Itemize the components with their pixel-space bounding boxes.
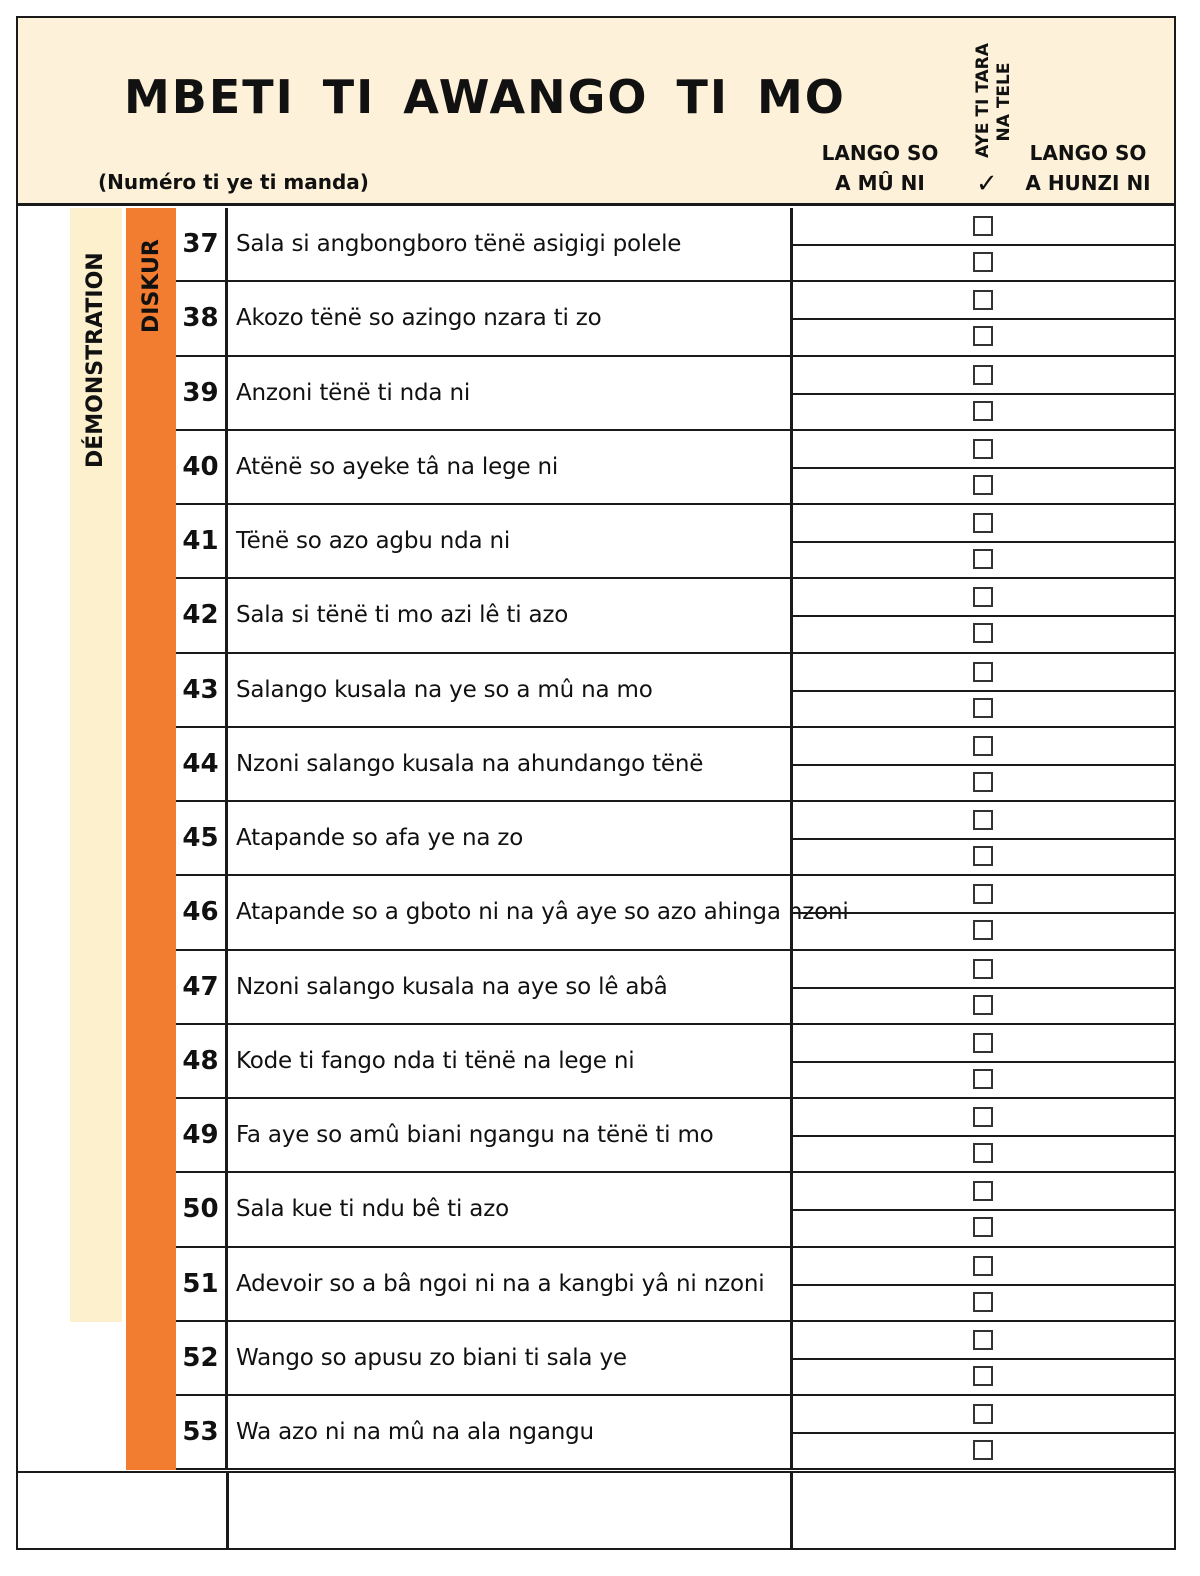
row-entry-area — [790, 951, 1174, 1023]
row-divider — [793, 1061, 1174, 1063]
exercise-checkbox[interactable] — [973, 1366, 993, 1386]
counsel-point-number: 48 — [176, 1025, 228, 1097]
counsel-point-number: 44 — [176, 728, 228, 800]
exercise-checkbox[interactable] — [973, 326, 993, 346]
exercise-checkbox[interactable] — [973, 995, 993, 1015]
column-header-exercise-done — [973, 43, 1015, 158]
row-entry-area — [790, 728, 1174, 800]
counsel-point-row — [176, 1173, 1174, 1247]
footer-divider — [226, 1473, 229, 1548]
row-divider — [793, 393, 1174, 395]
counsel-point-number: 41 — [176, 505, 228, 577]
counsel-point-text: Sala kue ti ndu bê ti azo — [236, 1196, 509, 1223]
counsel-point-number: 47 — [176, 951, 228, 1023]
exercise-checkbox[interactable] — [973, 1033, 993, 1053]
column-header-date-given-line2: A MÛ NI — [835, 171, 925, 195]
counsel-point-text: Wa azo ni na mû na ala ngangu — [236, 1419, 594, 1446]
exercise-checkbox[interactable] — [973, 662, 993, 682]
exercise-checkbox[interactable] — [973, 587, 993, 607]
exercise-checkbox[interactable] — [973, 810, 993, 830]
row-divider — [793, 318, 1174, 320]
row-divider — [793, 1284, 1174, 1286]
row-entry-area — [790, 1099, 1174, 1171]
checkmark-icon: ✓ — [976, 169, 998, 199]
form-footer — [18, 1471, 1174, 1548]
counsel-point-text: Sala si tënë ti mo azi lê ti azo — [236, 602, 569, 629]
counsel-point-text: Kode ti fango nda ti tënë na lege ni — [236, 1047, 635, 1074]
row-entry-area — [790, 1173, 1174, 1245]
category-label-diskur: DISKUR — [139, 239, 164, 333]
counsel-point-number: 50 — [176, 1173, 228, 1245]
counsel-form — [16, 16, 1176, 1550]
row-divider — [793, 467, 1174, 469]
counsel-point-text: Nzoni salango kusala na aye so lê abâ — [236, 973, 668, 1000]
counsel-point-row — [176, 951, 1174, 1025]
column-header-date-completed-line2: A HUNZI NI — [1025, 171, 1151, 195]
row-divider — [793, 615, 1174, 617]
counsel-point-list — [176, 208, 1174, 1470]
exercise-checkbox[interactable] — [973, 1404, 993, 1424]
counsel-point-number: 51 — [176, 1248, 228, 1320]
exercise-checkbox[interactable] — [973, 549, 993, 569]
row-entry-area — [790, 579, 1174, 651]
row-divider — [793, 244, 1174, 246]
form-title: MBETI TI AWANGO TI MO — [124, 70, 846, 124]
row-entry-area — [790, 282, 1174, 354]
exercise-checkbox[interactable] — [973, 772, 993, 792]
counsel-point-row — [176, 654, 1174, 728]
counsel-point-number: 42 — [176, 579, 228, 651]
counsel-point-row — [176, 1396, 1174, 1470]
counsel-point-text: Atapande so afa ye na zo — [236, 825, 524, 852]
row-divider — [793, 1135, 1174, 1137]
form-header — [18, 18, 1174, 206]
row-entry-area — [790, 357, 1174, 429]
counsel-point-number: 37 — [176, 208, 228, 280]
exercise-checkbox[interactable] — [973, 252, 993, 272]
column-header-date-given — [818, 138, 942, 198]
exercise-checkbox[interactable] — [973, 365, 993, 385]
exercise-checkbox[interactable] — [973, 1330, 993, 1350]
counsel-point-row — [176, 208, 1174, 282]
row-entry-area — [790, 1396, 1174, 1468]
counsel-point-row — [176, 876, 1174, 950]
counsel-point-row — [176, 282, 1174, 356]
counsel-point-text: Salango kusala na ye so a mû na mo — [236, 676, 653, 703]
exercise-checkbox[interactable] — [973, 1143, 993, 1163]
exercise-checkbox[interactable] — [973, 1217, 993, 1237]
row-divider — [793, 690, 1174, 692]
row-divider — [793, 987, 1174, 989]
exercise-checkbox[interactable] — [973, 1256, 993, 1276]
row-entry-area — [790, 1248, 1174, 1320]
exercise-checkbox[interactable] — [973, 846, 993, 866]
row-divider — [793, 1209, 1174, 1211]
counsel-point-text: Sala si angbongboro tënë asigigi polele — [236, 231, 682, 258]
counsel-point-text: Nzoni salango kusala na ahundango tënë — [236, 750, 704, 777]
counsel-point-text: Fa aye so amû biani ngangu na tënë ti mo — [236, 1122, 714, 1149]
exercise-checkbox[interactable] — [973, 1292, 993, 1312]
exercise-checkbox[interactable] — [973, 475, 993, 495]
category-bar-diskur — [126, 208, 176, 1470]
exercise-checkbox[interactable] — [973, 884, 993, 904]
exercise-checkbox[interactable] — [973, 439, 993, 459]
column-header-date-given-line1: LANGO SO — [821, 141, 939, 165]
counsel-point-row — [176, 579, 1174, 653]
counsel-point-number: 39 — [176, 357, 228, 429]
row-entry-area — [790, 505, 1174, 577]
row-entry-area — [790, 431, 1174, 503]
counsel-point-number: 46 — [176, 876, 228, 948]
counsel-point-number: 53 — [176, 1396, 228, 1468]
row-entry-area — [790, 208, 1174, 280]
counsel-point-row — [176, 505, 1174, 579]
row-divider — [793, 1358, 1174, 1360]
counsel-point-number: 49 — [176, 1099, 228, 1171]
row-divider — [793, 541, 1174, 543]
row-entry-area — [790, 1322, 1174, 1394]
exercise-checkbox[interactable] — [973, 216, 993, 236]
counsel-point-text: Akozo tënë so azingo nzara ti zo — [236, 305, 602, 332]
counsel-point-row — [176, 431, 1174, 505]
exercise-checkbox[interactable] — [973, 1107, 993, 1127]
counsel-point-row — [176, 1248, 1174, 1322]
counsel-point-row — [176, 357, 1174, 431]
category-label-demonstration: DÉMONSTRATION — [83, 252, 108, 468]
counsel-point-number: 45 — [176, 802, 228, 874]
counsel-point-text: Anzoni tënë ti nda ni — [236, 379, 471, 406]
counsel-point-row — [176, 728, 1174, 802]
counsel-point-number: 38 — [176, 282, 228, 354]
exercise-checkbox[interactable] — [973, 401, 993, 421]
counsel-point-text: Wango so apusu zo biani ti sala ye — [236, 1344, 627, 1371]
row-divider — [793, 838, 1174, 840]
counsel-point-row — [176, 1099, 1174, 1173]
footer-divider — [790, 1473, 793, 1548]
row-divider — [793, 764, 1174, 766]
counsel-point-text: Tënë so azo agbu nda ni — [236, 528, 511, 555]
counsel-point-row — [176, 802, 1174, 876]
counsel-point-row — [176, 1025, 1174, 1099]
column-header-date-completed — [1022, 138, 1154, 198]
row-entry-area — [790, 654, 1174, 726]
exercise-checkbox[interactable] — [973, 513, 993, 533]
column-header-date-completed-line1: LANGO SO — [1029, 141, 1147, 165]
counsel-point-row — [176, 1322, 1174, 1396]
counsel-point-number: 43 — [176, 654, 228, 726]
exercise-checkbox[interactable] — [973, 1069, 993, 1089]
counsel-point-number: 52 — [176, 1322, 228, 1394]
exercise-checkbox[interactable] — [973, 959, 993, 979]
row-entry-area — [790, 1025, 1174, 1097]
exercise-checkbox[interactable] — [973, 1181, 993, 1201]
column-header-exercise-done-line2: NA TELE — [994, 62, 1014, 142]
row-divider — [793, 1432, 1174, 1434]
exercise-checkbox[interactable] — [973, 698, 993, 718]
row-divider — [793, 912, 1174, 914]
exercise-checkbox[interactable] — [973, 1440, 993, 1460]
exercise-checkbox[interactable] — [973, 736, 993, 756]
exercise-checkbox[interactable] — [973, 290, 993, 310]
counsel-point-text: Atënë so ayeke tâ na lege ni — [236, 453, 559, 480]
form-subtitle: (Numéro ti ye ti manda) — [98, 170, 369, 194]
counsel-point-number: 40 — [176, 431, 228, 503]
exercise-checkbox[interactable] — [973, 623, 993, 643]
row-entry-area — [790, 802, 1174, 874]
row-entry-area — [790, 876, 1174, 948]
counsel-point-text: Adevoir so a bâ ngoi ni na a kangbi yâ ni nzoni — [236, 1270, 765, 1297]
column-header-exercise-done-line1: AYE TI TARA — [973, 43, 993, 158]
exercise-checkbox[interactable] — [973, 920, 993, 940]
counsel-point-text: Atapande so a gboto ni na yâ aye so azo ahinga nzoni — [236, 899, 849, 926]
